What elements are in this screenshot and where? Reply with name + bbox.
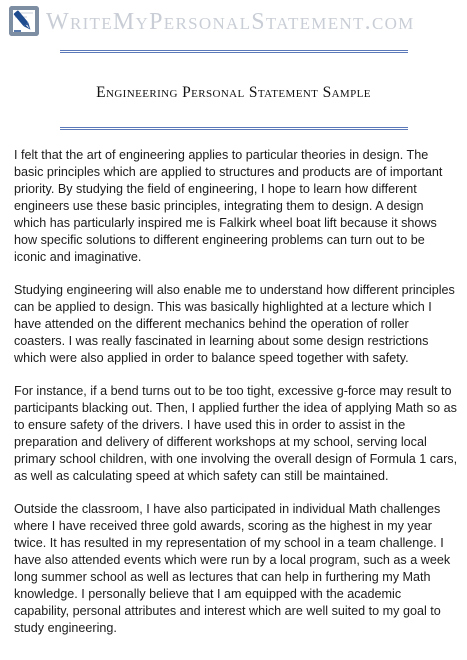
document-title: Engineering Personal Statement Sample xyxy=(96,84,371,101)
paragraph-1: I felt that the art of engineering applies to particular theories in design. The basic principles which are applied to structures and products are of important priority. By studying the field of engineering, I hope to learn how different engineers use these basic principles, integrating them to design. A design which has particularly inspired me is Falkirk wheel boat lift because it shows how specific solutions to different engineering problems can turn out to be iconic and imaginative. xyxy=(14,148,443,264)
paragraph-3: For instance, if a bend turns out to be too tight, excessive g-force may result to participants blacking out. Then, I applied further the idea of applying Math so as to ensure safety of the drivers. I have used this in order to assist in the preparation and delivery of different workshops at my school, serving local primary school children, with one involving the overall design of Formula 1 cars, as well as calculating speed at which safety can still be maintained. xyxy=(14,384,458,483)
top-divider xyxy=(60,50,408,53)
paragraph-4: Outside the classroom, I have also participated in individual Math challenges where I have received three gold awards, scoring as the highest in my year twice. It has resulted in my representation of my school in a team challenge. I have also attended events which were run by a local program, such as a week long summer school as well as lectures that can help in furthering my Math knowledge. I personally believe that I am equipped with the academic capability, personal attributes and interest which are well suited to my goal to study engineering. xyxy=(14,502,451,635)
page-header xyxy=(0,0,467,44)
logo xyxy=(9,6,39,36)
bottom-divider xyxy=(60,127,408,130)
site-brand: WriteMyPersonalStatement.com xyxy=(46,9,415,35)
statement-body xyxy=(14,147,459,653)
paragraph-2: Studying engineering will also enable me to understand how different principles can be applied to design. This was basically highlighted at a lecture which I have attended on the different mechanics behind the operation of roller coasters. I was really fascinated in learning about some design restrictions which were also applied in order to balance speed together with safety. xyxy=(14,283,455,365)
pen-nib-icon xyxy=(9,6,39,36)
